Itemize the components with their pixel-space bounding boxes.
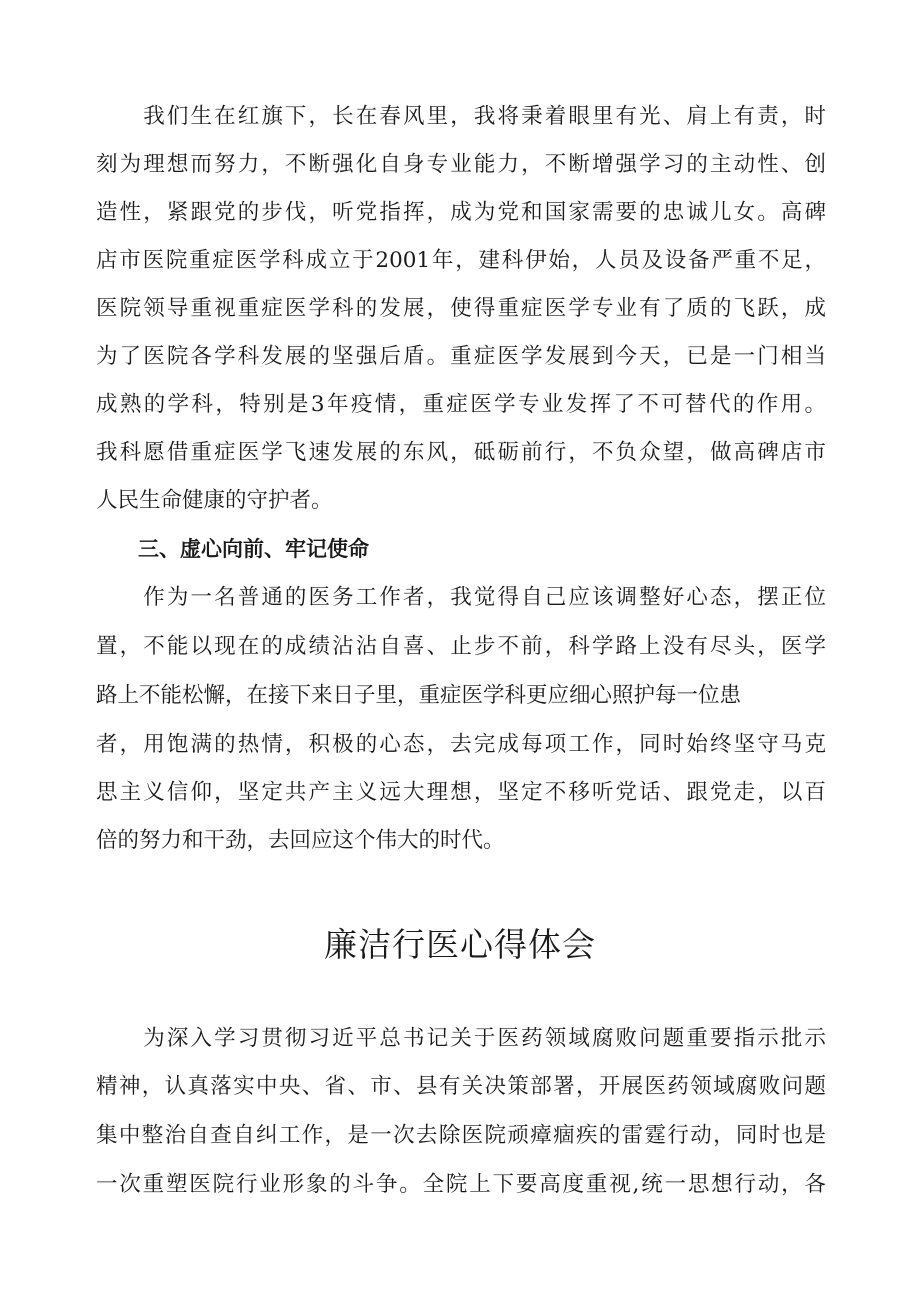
- paragraph-line: 我科愿借重症医学飞速发展的东风，砥砺前行，不负众望，做高碑店市: [96, 440, 826, 465]
- paragraph-line: 精神，认真落实中央、省、市、县有关决策部署，开展医药领域腐败问题: [96, 1074, 826, 1099]
- paragraph-line: 倍的努力和干劲，去回应这个伟大的时代。: [96, 828, 505, 853]
- paragraph-line: 成熟的学科，特别是3年疫情，重症医学专业发挥了不可替代的作用。: [96, 392, 826, 417]
- paragraph-line: 为深入学习贯彻习近平总书记关于医药领域腐败问题重要指示批示: [96, 1026, 826, 1051]
- paragraph-line: 路上不能松懈，在接下来日子里，重症医学科更应细心照护每一位患: [96, 683, 742, 708]
- paragraph-line: 造性，紧跟党的步伐，听党指挥，成为党和国家需要的忠诚儿女。高碑: [96, 200, 826, 225]
- paragraph-line: 作为一名普通的医务工作者，我觉得自己应该调整好心态，摆正位: [96, 585, 826, 610]
- paragraph-line: 刻为理想而努力，不断强化自身专业能力，不断增强学习的主动性、创: [96, 152, 826, 177]
- section-heading: 三、虚心向前、牢记使命: [96, 537, 369, 561]
- document-title: 廉洁行医心得体会: [324, 925, 596, 964]
- paragraph-line: 者，用饱满的热情，积极的心态，去完成每项工作，同时始终坚守马克: [96, 732, 826, 757]
- paragraph-line: 集中整治自查自纠工作，是一次去除医院顽瘴痼疾的雷霆行动，同时也是: [96, 1123, 826, 1148]
- paragraph-line: 为了医院各学科发展的坚强后盾。重症医学发展到今天，已是一门相当: [96, 344, 826, 369]
- paragraph-line: 一次重塑医院行业形象的斗争。全院上下要高度重视,统一思想行动，各: [96, 1172, 826, 1197]
- paragraph-line: 置，不能以现在的成绩沾沾自喜、止步不前，科学路上没有尽头，医学: [96, 634, 826, 659]
- paragraph-line: 店市医院重症医学科成立于2001年，建科伊始，人员及设备严重不足，: [96, 248, 826, 273]
- paragraph-line: 人民生命健康的守护者。: [96, 488, 333, 513]
- paragraph-line: 我们生在红旗下，长在春风里，我将秉着眼里有光、肩上有责，时: [96, 104, 826, 129]
- paragraph-line: 医院领导重视重症医学科的发展，使得重症医学专业有了质的飞跃，成: [96, 296, 826, 321]
- paragraph-line: 思主义信仰，坚定共产主义远大理想，坚定不移听党话、跟党走，以百: [96, 780, 826, 805]
